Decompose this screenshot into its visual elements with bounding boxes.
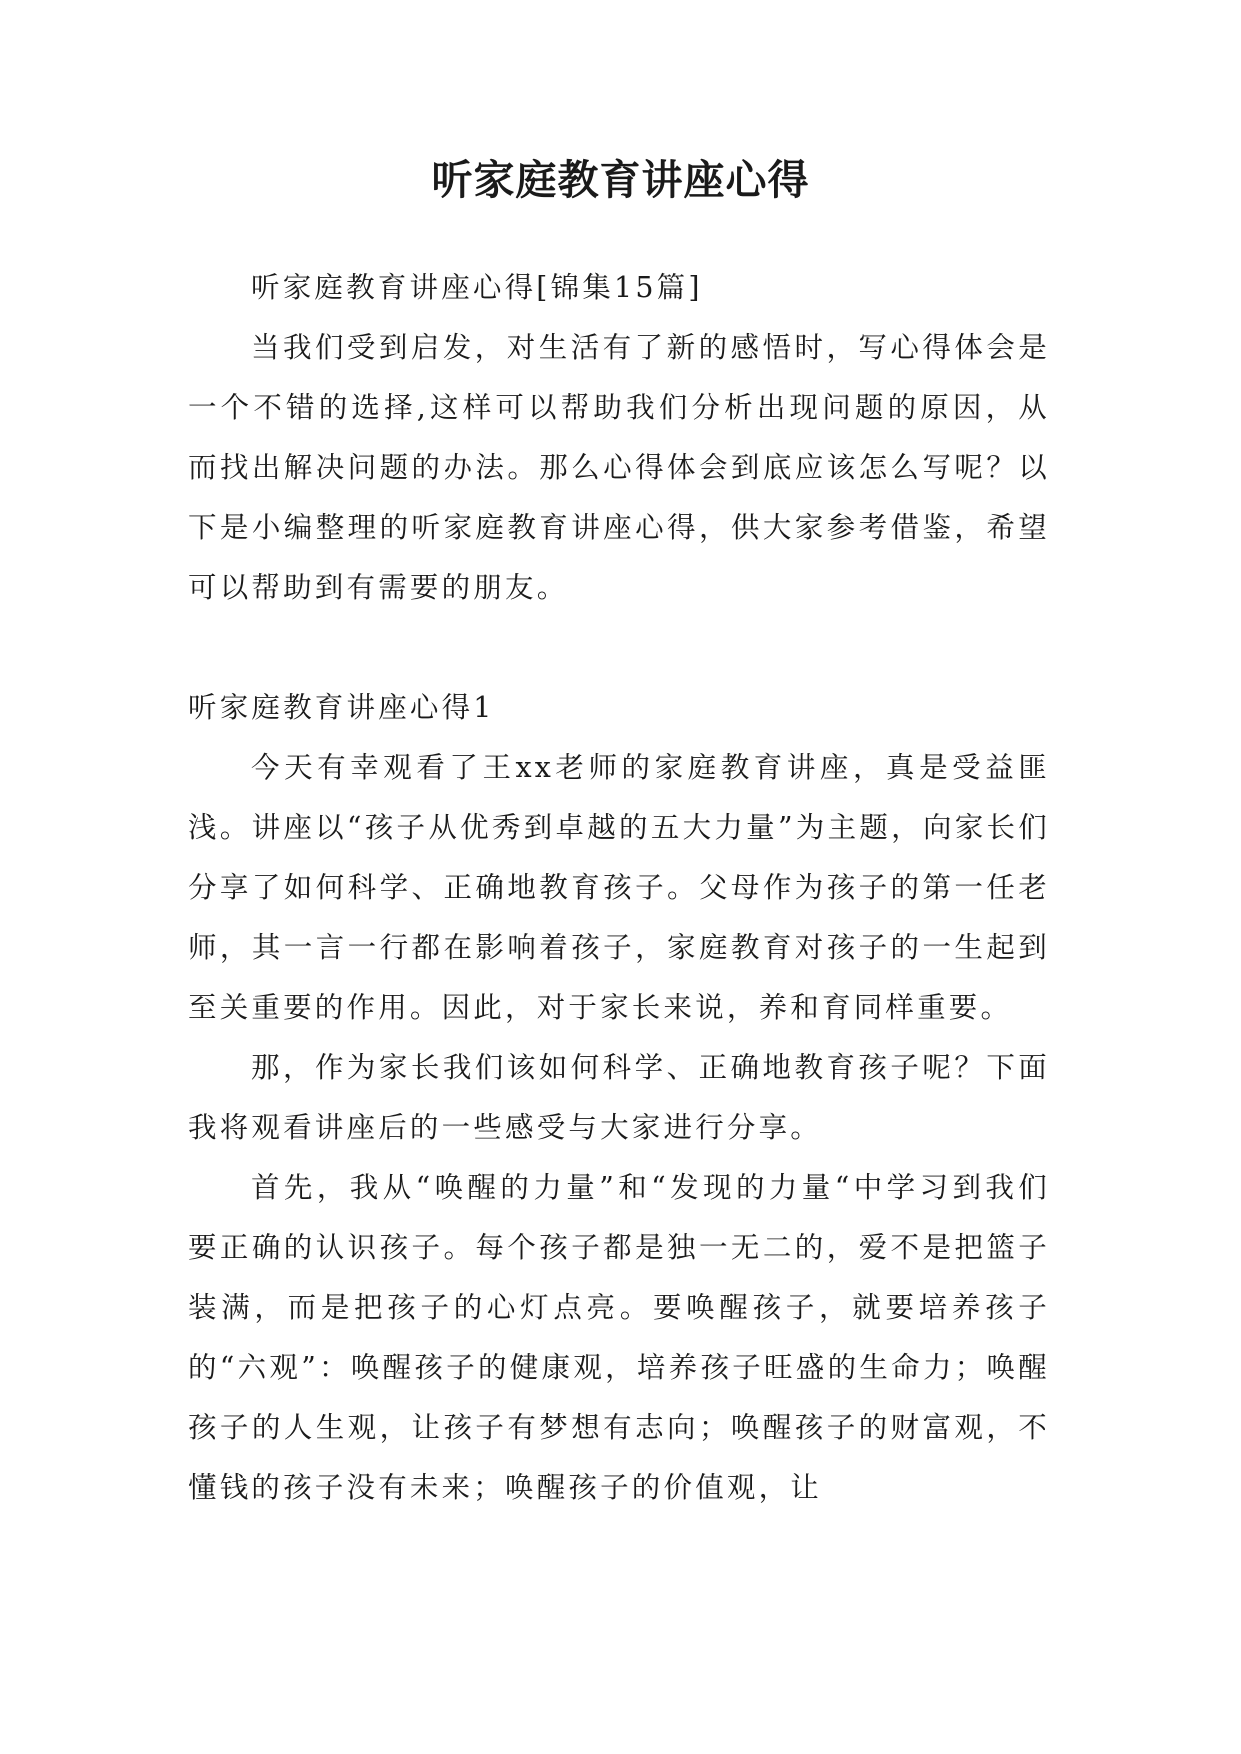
section-heading: 听家庭教育讲座心得1 xyxy=(188,691,495,724)
paragraph-gap xyxy=(188,618,1050,678)
document-subtitle: 听家庭教育讲座心得[锦集15篇] xyxy=(251,271,703,304)
intro-paragraph: 当我们受到启发，对生活有了新的感悟时，写心得体会是一个不错的选择,这样可以帮助我们分析出现问题的原因，从而找出解决问题的办法。那么心得体会到底应该怎么写呢？以下是小编整理的听家庭教育讲座心得，供大家参考借鉴，希望可以帮助到有需要的朋友。 xyxy=(188,331,1050,604)
document-body xyxy=(188,258,1050,1518)
document-title: 听家庭教育讲座心得 xyxy=(431,156,810,204)
body-paragraph: 今天有幸观看了王xx老师的家庭教育讲座，真是受益匪浅。讲座以“孩子从优秀到卓越的五大力量”为主题，向家长们分享了如何科学、正确地教育孩子。父母作为孩子的第一任老师，其一言一行都在影响着孩子，家庭教育对孩子的一生起到至关重要的作用。因此，对于家长来说，养和育同样重要。 xyxy=(188,751,1050,1024)
body-paragraph: 首先，我从“唤醒的力量”和“发现的力量“中学习到我们要正确的认识孩子。每个孩子都是独一无二的，爱不是把篮子装满，而是把孩子的心灯点亮。要唤醒孩子，就要培养孩子的“六观”：唤醒孩子的健康观，培养孩子旺盛的生命力；唤醒孩子的人生观，让孩子有梦想有志向；唤醒孩子的财富观，不懂钱的孩子没有未来；唤醒孩子的价值观，让 xyxy=(188,1171,1050,1504)
body-paragraph: 那，作为家长我们该如何科学、正确地教育孩子呢？下面我将观看讲座后的一些感受与大家进行分享。 xyxy=(188,1051,1050,1144)
